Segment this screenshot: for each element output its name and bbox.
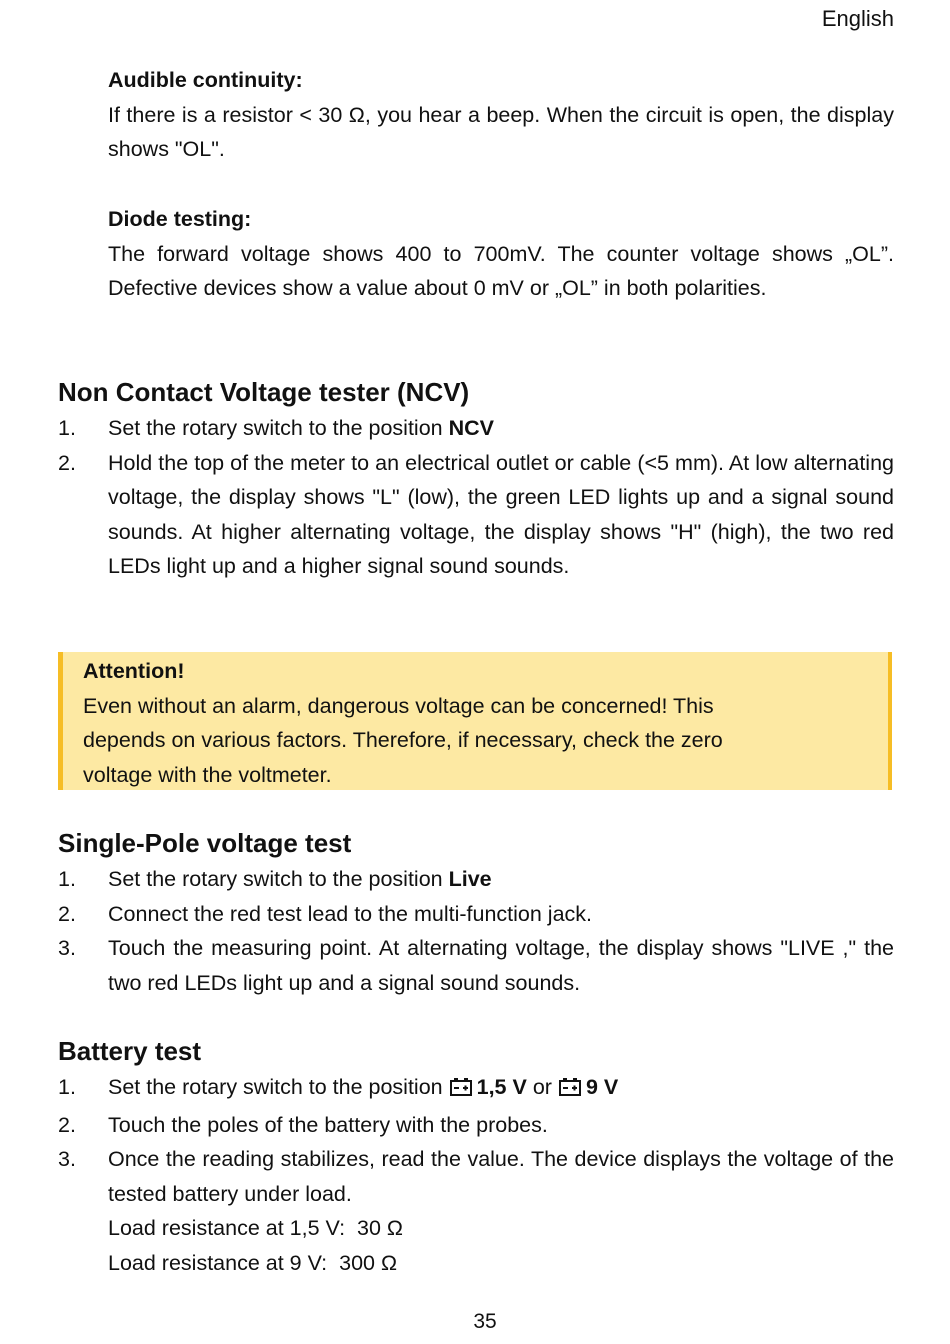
or-text: or [532,1075,552,1099]
list-text: Set the rotary switch to the position [108,867,449,891]
list-number: 2. [58,901,76,926]
attention-title: Attention! [83,659,185,683]
list-text: Set the rotary switch to the position [108,1075,443,1099]
list-text: Hold the top of the meter to an electrical outlet or cable (<5 mm). At low alternating voltage, the display shows "L" (low), the green LED lights up and a signal sound sounds. At higher alternating voltage, the display shows "H" (high), the two red LEDs light up and a higher signal sound sounds. [108,450,894,579]
battery-list [58,1070,894,1281]
list-item [58,862,894,897]
switch-position: NCV [448,416,494,440]
option-1-5v: 1,5 V [476,1075,527,1099]
list-item [58,931,894,1000]
load-value: 30 Ω [357,1216,404,1241]
list-item [58,1142,894,1280]
single-pole-heading: Single-Pole voltage test [58,828,352,858]
list-item [58,1070,894,1108]
list-text: Connect the red test lead to the multi-function jack. [108,901,593,926]
list-number: 1. [58,416,76,440]
list-number: 3. [58,936,76,961]
list-number: 1. [58,1075,76,1099]
continuity-text: If there is a resistor < 30 Ω, you hear a beep. When the circuit is open, the display shows "OL". [108,102,894,162]
list-number: 2. [58,1112,76,1137]
list-number: 2. [58,450,76,475]
load-resistance-9v [108,1246,894,1281]
attention-line: voltage with the voltmeter. [83,762,332,787]
list-text: Touch the measuring point. At alternating voltage, the display shows "LIVE ," the two red LEDs light up and a signal sound sounds. [108,936,894,995]
list-item [58,411,894,446]
page-number: 35 [473,1310,497,1333]
load-label: Load resistance at 9 V: [108,1250,328,1275]
option-9v: 9 V [585,1075,619,1099]
load-resistance-1-5v [108,1211,894,1246]
battery-icon [449,1073,473,1108]
attention-box [58,652,892,790]
list-number: 1. [58,867,76,891]
load-value: 300 Ω [339,1250,398,1275]
battery-icon [558,1073,582,1108]
list-text: Set the rotary switch to the position [108,416,449,440]
switch-position: Live [448,867,492,891]
battery-heading: Battery test [58,1036,202,1066]
list-text: Once the reading stabilizes, read the value. The device displays the voltage of the tested battery under load. [108,1147,894,1206]
list-item [58,897,894,932]
continuity-section [108,63,894,167]
continuity-title: Audible continuity: [108,68,303,92]
list-item [58,1108,894,1143]
diode-text: The forward voltage shows 400 to 700mV. The counter voltage shows „OL”. Defective devices show a value about 0 mV or „OL” in both polarities. [108,241,894,301]
attention-line: Even without an alarm, dangerous voltage can be concerned! This [83,693,714,718]
single-pole-list [58,862,894,1000]
diode-section [108,202,894,306]
ncv-list [58,411,894,584]
load-label: Load resistance at 1,5 V: [108,1216,346,1241]
language-label: English [821,6,894,31]
list-text: Touch the poles of the battery with the probes. [108,1112,548,1137]
diode-title: Diode testing: [108,207,252,231]
list-number: 3. [58,1147,76,1172]
ncv-heading: Non Contact Voltage tester (NCV) [58,377,470,407]
list-item [58,446,894,584]
attention-line: depends on various factors. Therefore, if necessary, check the zero [83,728,723,753]
